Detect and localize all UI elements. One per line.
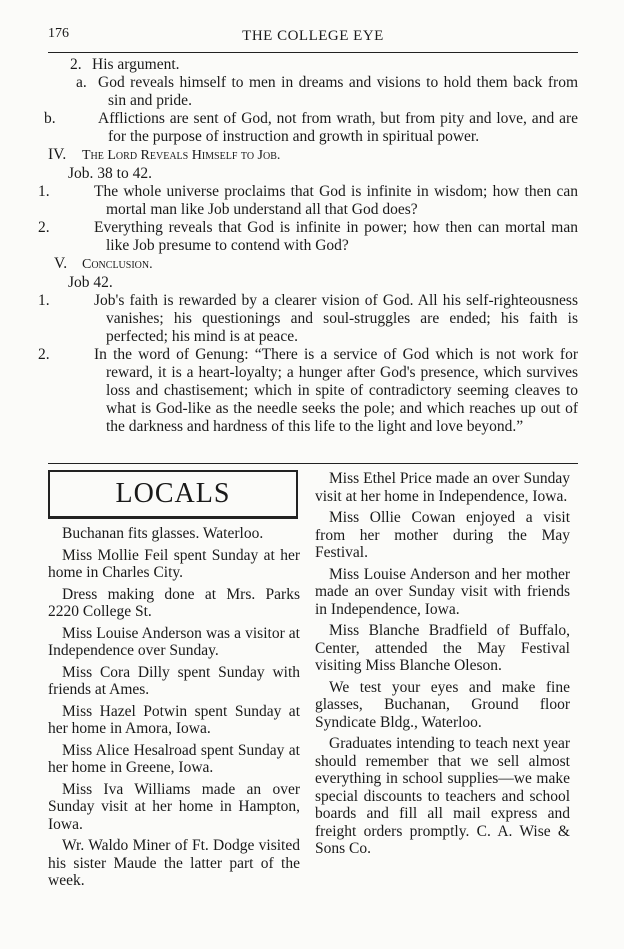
locals-left-column	[48, 470, 300, 894]
local-item: Wr. Waldo Miner of Ft. Dodge visited his sister Maude the latter part of the week.	[48, 837, 300, 889]
local-advertisement: Graduates intending to teach next year should remember that we sell almost everything in school supplies—we make special discounts to teachers and school boards and fill all mail express and freight orders promptly. C. A. Wise & Sons Co.	[315, 735, 570, 857]
sermon-outline	[38, 56, 578, 436]
local-item: Dress making done at Mrs. Parks 2220 College St.	[48, 585, 300, 620]
scripture-reference: Job. 38 to 42.	[68, 165, 152, 182]
local-item: Miss Blanche Bradfield of Buffalo, Center, attended the May Festival visiting Miss Blanche Oleson.	[315, 622, 570, 674]
locals-title: LOCALS	[115, 478, 231, 510]
local-item: Miss Alice Hesalroad spent Sunday at her home in Greene, Iowa.	[48, 741, 300, 776]
local-item: Miss Louise Anderson was a visitor at Independence over Sunday.	[48, 624, 300, 659]
outline-item: 2. His argument.	[70, 56, 180, 73]
page-header	[48, 22, 578, 48]
running-title: THE COLLEGE EYE	[242, 28, 384, 44]
local-item: Miss Ollie Cowan enjoyed a visit from her mother during the May Festival.	[315, 509, 570, 561]
outline-item: 1. The whole universe proclaims that God is infinite in wisdom; how then can mortal man like Job understand all that God does?	[38, 183, 578, 218]
outline-subitem-b: b. Afflictions are sent of God, not from wrath, but from pity and love, and are for the purpose of instruction and growth in spiritual power.	[44, 110, 578, 145]
section-divider-rule	[48, 463, 578, 464]
scripture-reference: Job 42.	[68, 274, 113, 291]
local-item: Miss Iva Williams made an over Sunday visit at her home in Hampton, Iowa.	[48, 780, 300, 833]
local-item: Buchanan fits glasses. Waterloo.	[62, 525, 264, 542]
locals-right-column	[315, 470, 570, 862]
page-number: 176	[48, 26, 69, 41]
local-item: Miss Louise Anderson and her mother made an over Sunday visit with friends in Independence, Iowa.	[315, 565, 570, 618]
outline-item: 1. Job's faith is rewarded by a clearer vision of God. All his self-righteousness vanishes; his questionings and soul-struggles are ended; his faith is perfected; his mind is at peace.	[38, 292, 578, 345]
outline-item: 2. Everything reveals that God is infinite in power; how then can mortal man like Job presume to contend with God?	[38, 219, 578, 254]
section-heading-v: V. Conclusion.	[54, 255, 153, 272]
header-rule	[48, 52, 578, 53]
local-item: Miss Hazel Potwin spent Sunday at her home in Amora, Iowa.	[48, 702, 300, 737]
local-item: Miss Mollie Feil spent Sunday at her home in Charles City.	[48, 546, 300, 581]
outline-item: 2. In the word of Genung: “There is a service of God which is not work for reward, it is a heart-loyalty; a hunger after God's presence, which survives loss and chastisement; which in spite of contradictory seeming cleaves to what is God-like as the needle seeks the pole; and which reaches up out of the darkness and hardness of this life to the light and love beyond.”	[38, 346, 578, 435]
local-item: We test your eyes and make fine glasses, Buchanan, Ground floor Syndicate Bldg., Waterloo.	[315, 678, 570, 731]
outline-subitem-a: a. God reveals himself to men in dreams and visions to hold them back from sin and pride.	[76, 74, 578, 109]
local-item: Miss Ethel Price made an over Sunday visit at her home in Independence, Iowa.	[315, 470, 570, 505]
section-heading-iv: IV. The Lord Reveals Himself to Job.	[48, 146, 281, 163]
locals-heading-box	[48, 470, 298, 519]
local-item: Miss Cora Dilly spent Sunday with friends at Ames.	[48, 663, 300, 698]
